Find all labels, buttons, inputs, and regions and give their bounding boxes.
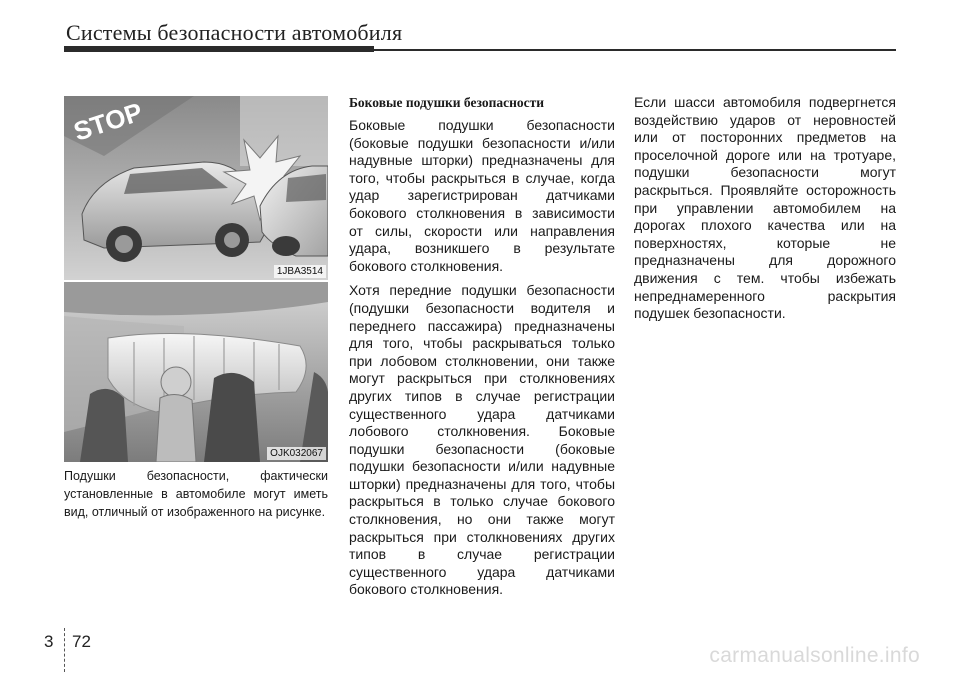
figure-curtain-airbag: [64, 282, 328, 462]
side-collision-illustration: [64, 96, 328, 280]
text-column-3: [634, 94, 896, 330]
figure-code-label: 1JBA3514: [274, 265, 326, 278]
section-heading: Боковые подушки безопасности: [349, 95, 545, 110]
watermark-text: carmanualsonline.info: [709, 644, 920, 667]
page-number: 72: [72, 632, 91, 651]
figure-caption: Подушки безопасности, фактически установленные в автомобиле могут иметь вид, отличный от изображенного на рисунке.: [64, 469, 328, 519]
footer-divider: [64, 628, 65, 672]
paragraph: Если шасси автомобиля подвергнется воздействию ударов от неровностей или от посторонних предметов на проселочной дороге или на тротуаре, подушки безопасности могут раскрыться. Проявляйте осторожность при управлении автомобилем на дорогах плохого качества или на поверхностях, которые не предназначены для дорожного движения с тем. чтобы избежать непреднамеренного раскрытия подушек безопасности.: [634, 94, 896, 322]
header-rule-thin: [374, 49, 896, 51]
curtain-airbag-illustration: [64, 282, 328, 462]
text-column-2: [349, 94, 615, 606]
header-rule-thick: [64, 46, 374, 52]
page-header-title: Системы безопасности автомобиля: [66, 20, 403, 45]
stop-road-marking: STOP: [69, 96, 147, 147]
figure-side-collision: [64, 96, 328, 280]
paragraph: Хотя передние подушки безопасности (подушки безопасности водителя и переднего пассажира) предназначены для того, чтобы раскрываться только при лобовом столкновении, они также могут раскрыться при столкновениях других типов в случае регистрации существенного удара датчиками лобового столкновения. Боковые подушки безопасности (боковые подушки безопасности и/или надувные шторки) предназначены для того, чтобы раскрыться в только случае бокового столкновения, но они также могут раскрыться при столкновениях других типов в случае регистрации существенного удара датчиками бокового столкновения.: [349, 282, 615, 598]
paragraph: Боковые подушки безопасности (боковые подушки безопасности и/или надувные шторки) предназначены для того, чтобы раскрыться в случае, когда удар зарегистрирован датчиками бокового столкновения в зависимости от силы, скорости или направления удара, возникшего в результате бокового столкновения.: [349, 117, 615, 274]
figure-code-label: OJK032067: [267, 447, 326, 460]
chapter-number: 3: [44, 632, 54, 651]
